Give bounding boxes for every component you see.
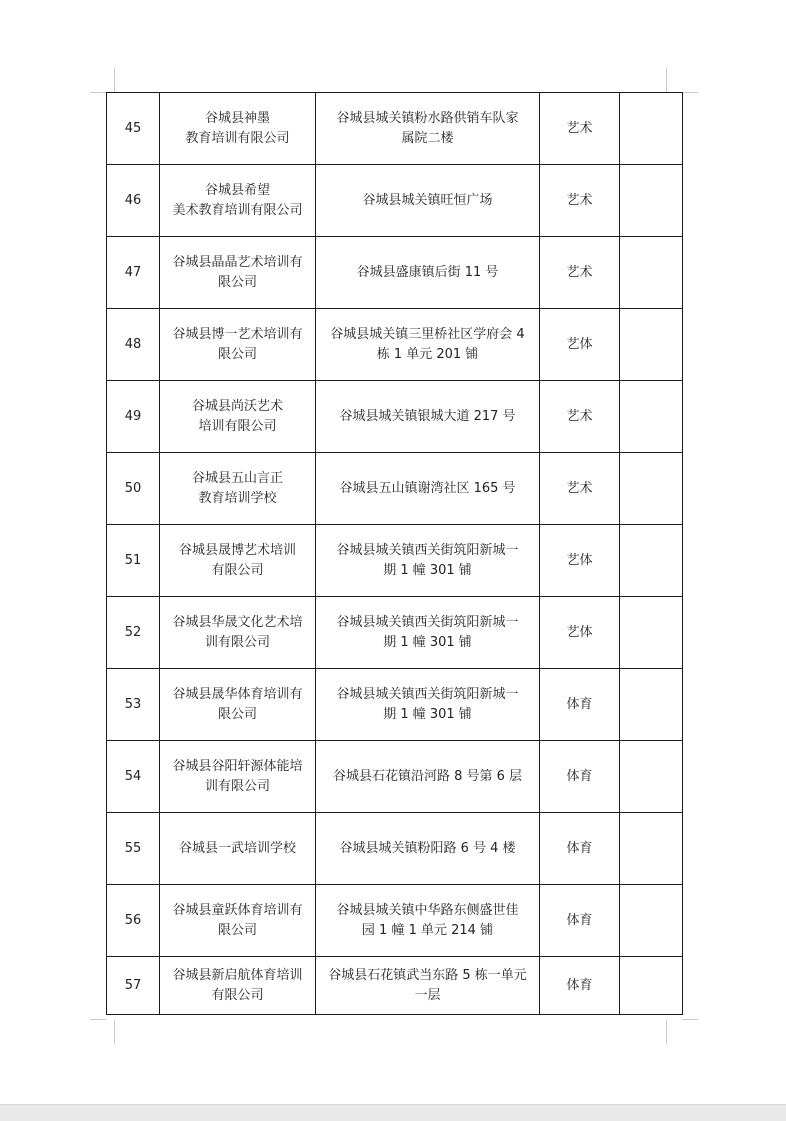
institution-category: 体育 (540, 885, 620, 957)
institution-address: 谷城县城关镇西关街筑阳新城一 期 1 幢 301 铺 (316, 669, 540, 741)
crop-mark-top-left-h (90, 92, 106, 93)
institution-note (620, 165, 683, 237)
institution-name: 谷城县神墨 教育培训有限公司 (160, 93, 316, 165)
institution-address: 谷城县盛康镇后街 11 号 (316, 237, 540, 309)
crop-mark-bottom-right-h (682, 1019, 698, 1020)
institution-note (620, 381, 683, 453)
institution-address: 谷城县城关镇西关街筑阳新城一 期 1 幢 301 铺 (316, 597, 540, 669)
institution-note (620, 93, 683, 165)
row-number: 48 (107, 309, 160, 381)
institution-address: 谷城县石花镇武当东路 5 栋一单元 一层 (316, 957, 540, 1015)
institution-category: 体育 (540, 813, 620, 885)
institution-note (620, 525, 683, 597)
institution-name: 谷城县一武培训学校 (160, 813, 316, 885)
institution-name: 谷城县五山言正 教育培训学校 (160, 453, 316, 525)
row-number: 46 (107, 165, 160, 237)
row-number: 57 (107, 957, 160, 1015)
table-row (107, 741, 683, 813)
institution-name: 谷城县晟华体育培训有 限公司 (160, 669, 316, 741)
institution-table (106, 92, 683, 1015)
viewer-bottom-bar (0, 1104, 786, 1121)
institution-category: 艺术 (540, 381, 620, 453)
institution-name: 谷城县博一艺术培训有 限公司 (160, 309, 316, 381)
row-number: 54 (107, 741, 160, 813)
crop-mark-top-left-v (114, 68, 115, 92)
institution-name: 谷城县谷阳轩源体能培 训有限公司 (160, 741, 316, 813)
table-row (107, 957, 683, 1015)
institution-name: 谷城县童跃体育培训有 限公司 (160, 885, 316, 957)
crop-mark-bottom-left-h (90, 1019, 106, 1020)
row-number: 47 (107, 237, 160, 309)
crop-mark-top-right-v (666, 68, 667, 92)
table-row (107, 165, 683, 237)
institution-name: 谷城县希望 美术教育培训有限公司 (160, 165, 316, 237)
table-row (107, 669, 683, 741)
institution-category: 艺术 (540, 165, 620, 237)
table-row (107, 309, 683, 381)
institution-name: 谷城县晶晶艺术培训有 限公司 (160, 237, 316, 309)
institution-address: 谷城县城关镇银城大道 217 号 (316, 381, 540, 453)
institution-note (620, 741, 683, 813)
table-row (107, 885, 683, 957)
row-number: 49 (107, 381, 160, 453)
institution-category: 体育 (540, 669, 620, 741)
crop-mark-bottom-right-v (666, 1020, 667, 1044)
institution-category: 艺术 (540, 237, 620, 309)
row-number: 45 (107, 93, 160, 165)
institution-note (620, 453, 683, 525)
institution-category: 艺体 (540, 309, 620, 381)
institution-address: 谷城县城关镇粉水路供销车队家 属院二楼 (316, 93, 540, 165)
table-row (107, 597, 683, 669)
institution-note (620, 669, 683, 741)
table-row (107, 525, 683, 597)
institution-note (620, 885, 683, 957)
table-row (107, 237, 683, 309)
institution-address: 谷城县城关镇三里桥社区学府会 4 栋 1 单元 201 铺 (316, 309, 540, 381)
institution-name: 谷城县晟博艺术培训 有限公司 (160, 525, 316, 597)
institution-address: 谷城县城关镇中华路东侧盛世佳 园 1 幢 1 单元 214 铺 (316, 885, 540, 957)
row-number: 52 (107, 597, 160, 669)
institution-address: 谷城县五山镇谢湾社区 165 号 (316, 453, 540, 525)
institution-name: 谷城县尚沃艺术 培训有限公司 (160, 381, 316, 453)
institution-name: 谷城县新启航体育培训 有限公司 (160, 957, 316, 1015)
crop-mark-bottom-left-v (114, 1020, 115, 1044)
institution-address: 谷城县石花镇沿河路 8 号第 6 层 (316, 741, 540, 813)
row-number: 53 (107, 669, 160, 741)
table-row (107, 381, 683, 453)
institution-note (620, 309, 683, 381)
institution-category: 体育 (540, 741, 620, 813)
institution-category: 体育 (540, 957, 620, 1015)
table-row (107, 813, 683, 885)
row-number: 51 (107, 525, 160, 597)
institution-note (620, 813, 683, 885)
institution-category: 艺术 (540, 93, 620, 165)
institution-category: 艺体 (540, 597, 620, 669)
row-number: 55 (107, 813, 160, 885)
institution-table-body (107, 93, 683, 1015)
row-number: 56 (107, 885, 160, 957)
institution-category: 艺术 (540, 453, 620, 525)
table-row (107, 453, 683, 525)
institution-note (620, 237, 683, 309)
crop-mark-top-right-h (682, 92, 698, 93)
institution-note (620, 957, 683, 1015)
institution-address: 谷城县城关镇旺恒广场 (316, 165, 540, 237)
institution-name: 谷城县华晟文化艺术培 训有限公司 (160, 597, 316, 669)
institution-note (620, 597, 683, 669)
institution-address: 谷城县城关镇粉阳路 6 号 4 楼 (316, 813, 540, 885)
institution-address: 谷城县城关镇西关街筑阳新城一 期 1 幢 301 铺 (316, 525, 540, 597)
table-row (107, 93, 683, 165)
row-number: 50 (107, 453, 160, 525)
institution-category: 艺体 (540, 525, 620, 597)
